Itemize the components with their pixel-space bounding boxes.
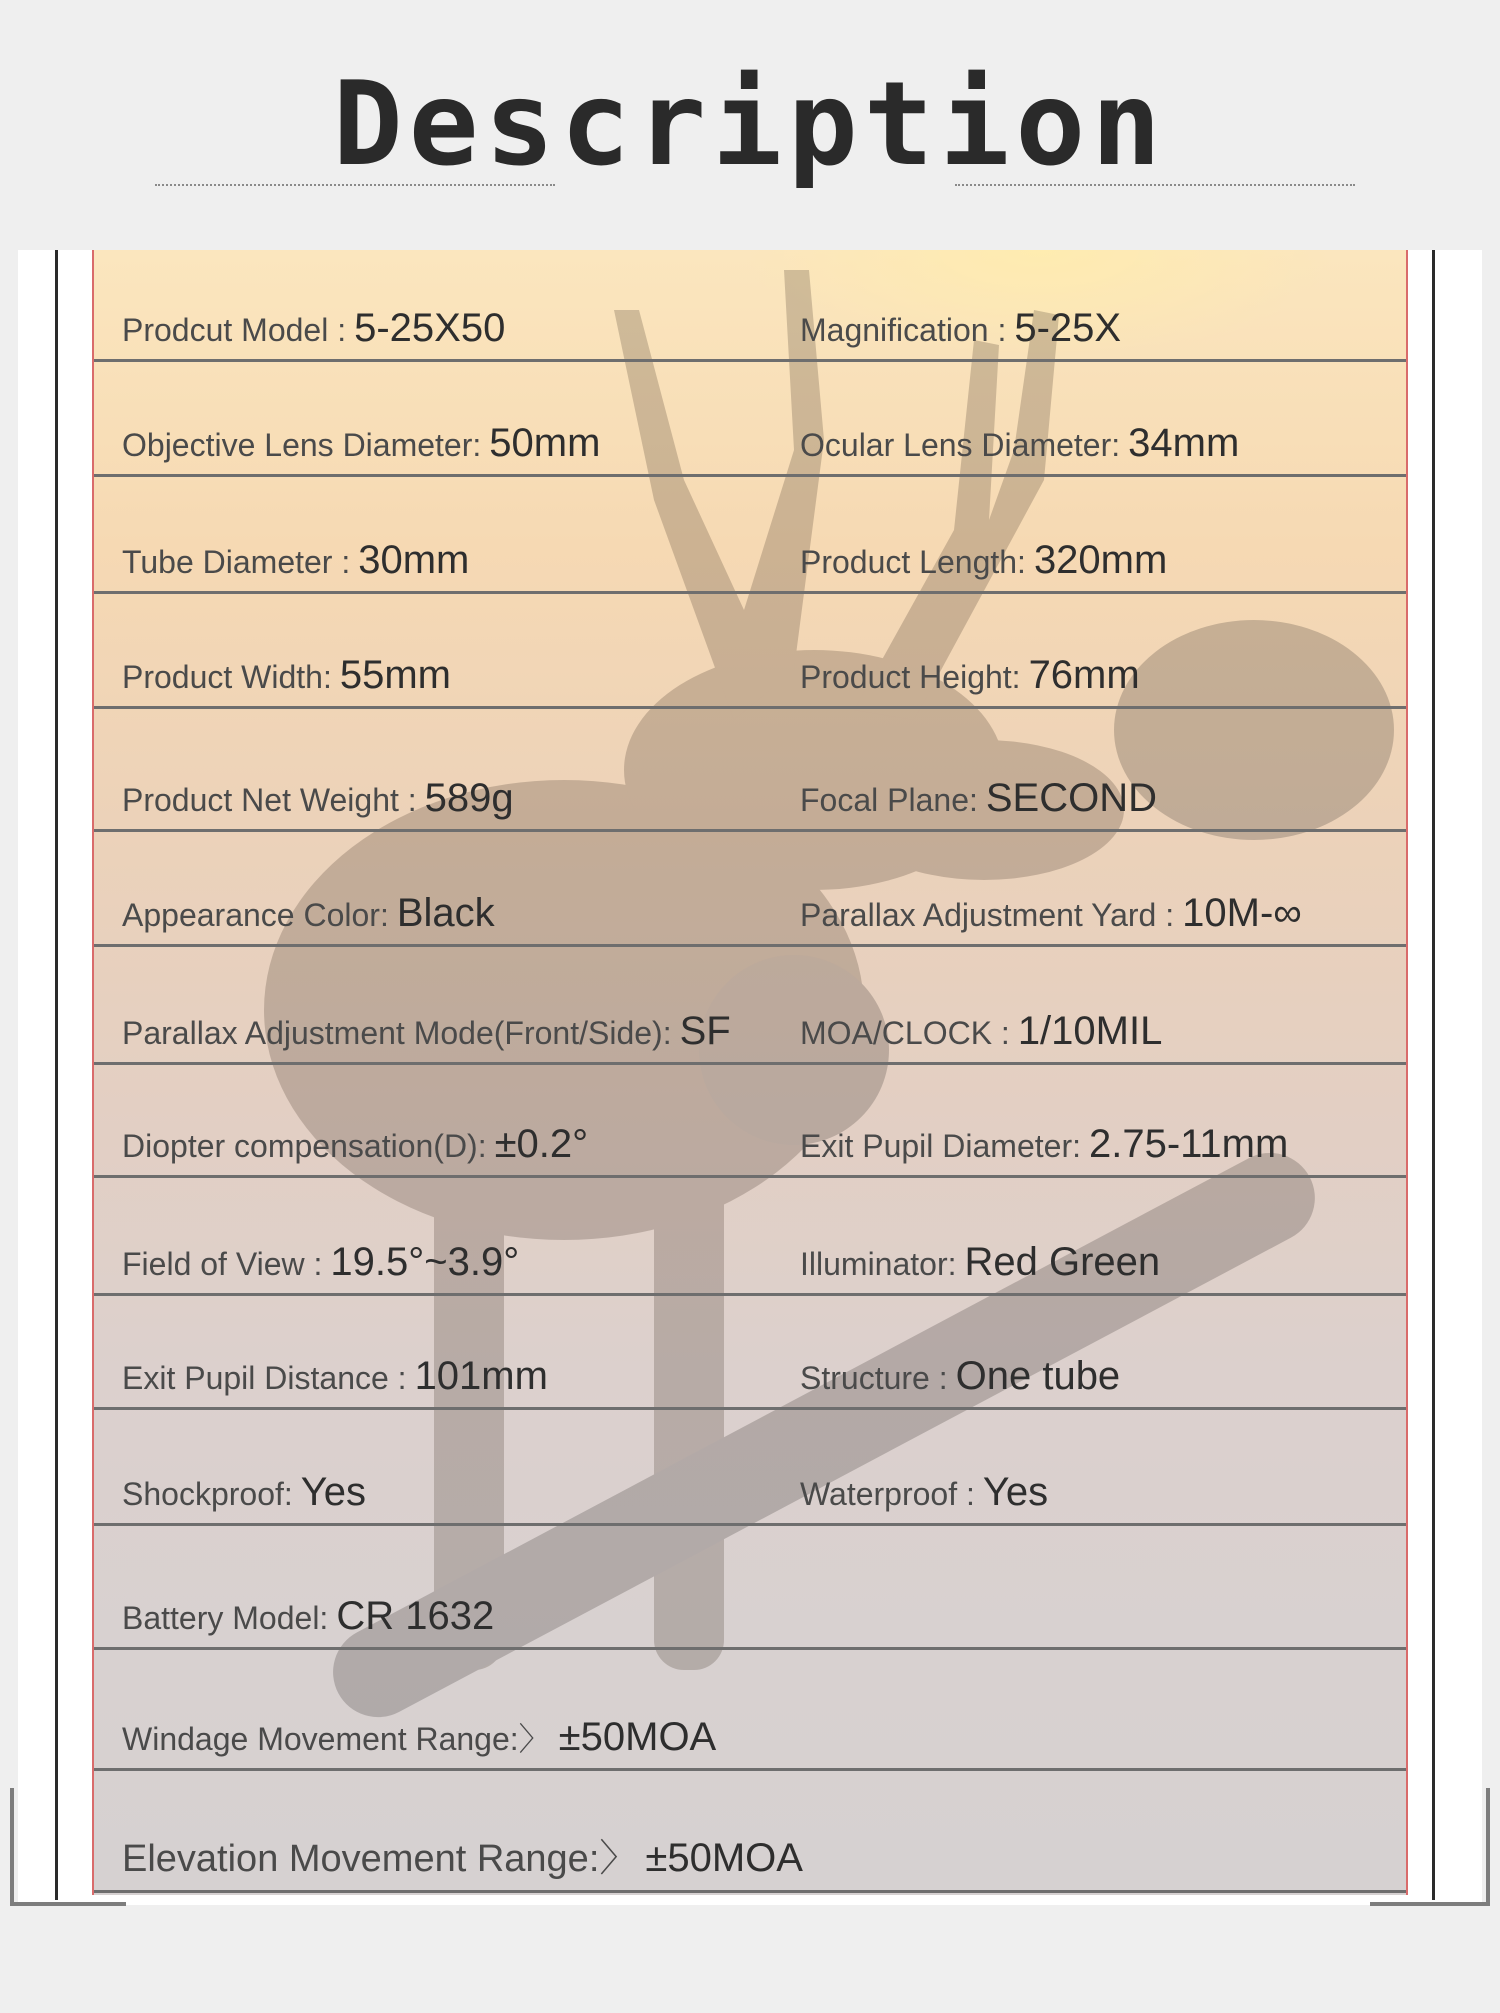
spec-label: Product Length:	[800, 544, 1026, 580]
spec-value: ±50MOA	[558, 1715, 717, 1759]
spec-value: 55mm	[339, 653, 451, 697]
spec-value: 101mm	[414, 1354, 548, 1398]
spec-value: 50mm	[489, 421, 601, 465]
spec-right-cell	[800, 653, 1140, 698]
bracket-left-vertical	[10, 1788, 14, 1906]
title-divider-right	[955, 184, 1355, 186]
spec-row	[94, 1410, 1406, 1526]
spec-left-cell	[122, 421, 600, 466]
spec-right-cell	[800, 776, 1157, 821]
spec-label: Focal Plane:	[800, 782, 978, 818]
spec-label: Field of View :	[122, 1246, 323, 1282]
spec-left-cell	[122, 1122, 588, 1167]
spec-label: Prodcut Model :	[122, 312, 347, 348]
spec-value: 30mm	[358, 538, 470, 582]
spec-label: Tube Diameter :	[122, 544, 351, 580]
spec-left-cell	[122, 653, 451, 698]
spec-value: One tube	[955, 1354, 1121, 1398]
spec-label: Diopter compensation(D):	[122, 1128, 487, 1164]
spec-row	[94, 1526, 1406, 1650]
spec-left-cell	[122, 1240, 519, 1285]
spec-value: SECOND	[985, 776, 1158, 820]
spec-row	[94, 1771, 1406, 1893]
spec-label: Objective Lens Diameter:	[122, 427, 482, 463]
spec-right-cell	[800, 891, 1302, 936]
spec-row	[94, 832, 1406, 947]
spec-right-cell	[800, 1240, 1160, 1285]
spec-value: Black	[396, 891, 495, 935]
spec-row	[94, 1065, 1406, 1178]
spec-row	[94, 594, 1406, 709]
spec-value: 1/10MIL	[1017, 1009, 1163, 1053]
bracket-right-vertical	[1486, 1788, 1490, 1906]
spec-panel	[92, 250, 1408, 1895]
spec-right-cell	[800, 538, 1167, 583]
spec-label: MOA/CLOCK :	[800, 1015, 1010, 1051]
spec-label: Elevation Movement Range:〉	[122, 1838, 638, 1880]
spec-left-cell	[122, 1594, 494, 1639]
spec-value: Red Green	[964, 1240, 1161, 1284]
spec-label: Exit Pupil Diameter:	[800, 1128, 1081, 1164]
spec-left-cell	[122, 1354, 548, 1399]
spec-right-cell	[800, 1354, 1120, 1399]
spec-label: Product Net Weight :	[122, 782, 417, 818]
spec-right-cell	[800, 1009, 1162, 1054]
bracket-right-horizontal	[1370, 1902, 1490, 1906]
spec-right-cell	[800, 1122, 1288, 1167]
spec-label: Battery Model:	[122, 1600, 329, 1636]
spec-value: ±0.2°	[494, 1122, 589, 1166]
spec-row	[94, 477, 1406, 594]
spec-row	[94, 1178, 1406, 1296]
spec-label: Shockproof:	[122, 1476, 293, 1512]
page-title: Description	[332, 57, 1168, 192]
spec-label: Ocular Lens Diameter:	[800, 427, 1121, 463]
spec-value: 76mm	[1028, 653, 1140, 697]
spec-left-cell	[122, 891, 495, 936]
spec-label: Product Width:	[122, 659, 332, 695]
spec-right-cell	[800, 306, 1121, 351]
frame-line-right	[1432, 250, 1435, 1900]
spec-label: Parallax Adjustment Mode(Front/Side):	[122, 1015, 672, 1051]
spec-row	[94, 1296, 1406, 1410]
spec-value: 5-25X	[1014, 306, 1122, 350]
spec-label: Illuminator:	[800, 1246, 957, 1282]
spec-value: 19.5°~3.9°	[330, 1240, 520, 1284]
spec-row	[94, 709, 1406, 832]
spec-value: 320mm	[1033, 538, 1168, 582]
spec-label: Exit Pupil Distance :	[122, 1360, 407, 1396]
spec-row	[94, 947, 1406, 1065]
spec-label: Windage Movement Range:〉	[122, 1721, 551, 1757]
spec-row	[94, 250, 1406, 362]
spec-left-cell	[122, 1827, 803, 1882]
spec-value: 2.75-11mm	[1088, 1122, 1289, 1166]
spec-value: CR 1632	[336, 1594, 495, 1638]
spec-value: SF	[679, 1009, 731, 1053]
spec-right-cell	[800, 1470, 1048, 1515]
spec-label: Appearance Color:	[122, 897, 389, 933]
spec-label: Magnification :	[800, 312, 1007, 348]
spec-value: 10M-∞	[1182, 891, 1302, 935]
frame-line-left	[55, 250, 58, 1900]
spec-label: Parallax Adjustment Yard :	[800, 897, 1175, 933]
spec-value: ±50MOA	[645, 1836, 803, 1880]
spec-row	[94, 362, 1406, 477]
spec-label: Product Height:	[800, 659, 1021, 695]
spec-value: 34mm	[1128, 421, 1240, 465]
spec-label: Waterproof :	[800, 1476, 975, 1512]
spec-left-cell	[122, 306, 505, 351]
spec-left-cell	[122, 776, 514, 821]
spec-value: Yes	[982, 1470, 1049, 1514]
spec-value: 589g	[424, 776, 514, 820]
spec-left-cell	[122, 1470, 366, 1515]
spec-left-cell	[122, 1714, 716, 1760]
bracket-left-horizontal	[10, 1902, 126, 1906]
spec-left-cell	[122, 1009, 731, 1054]
spec-value: 5-25X50	[354, 306, 506, 350]
spec-left-cell	[122, 538, 469, 583]
spec-label: Structure :	[800, 1360, 948, 1396]
spec-value: Yes	[300, 1470, 367, 1514]
spec-right-cell	[800, 421, 1239, 466]
title-divider-left	[155, 184, 555, 186]
spec-row	[94, 1650, 1406, 1771]
